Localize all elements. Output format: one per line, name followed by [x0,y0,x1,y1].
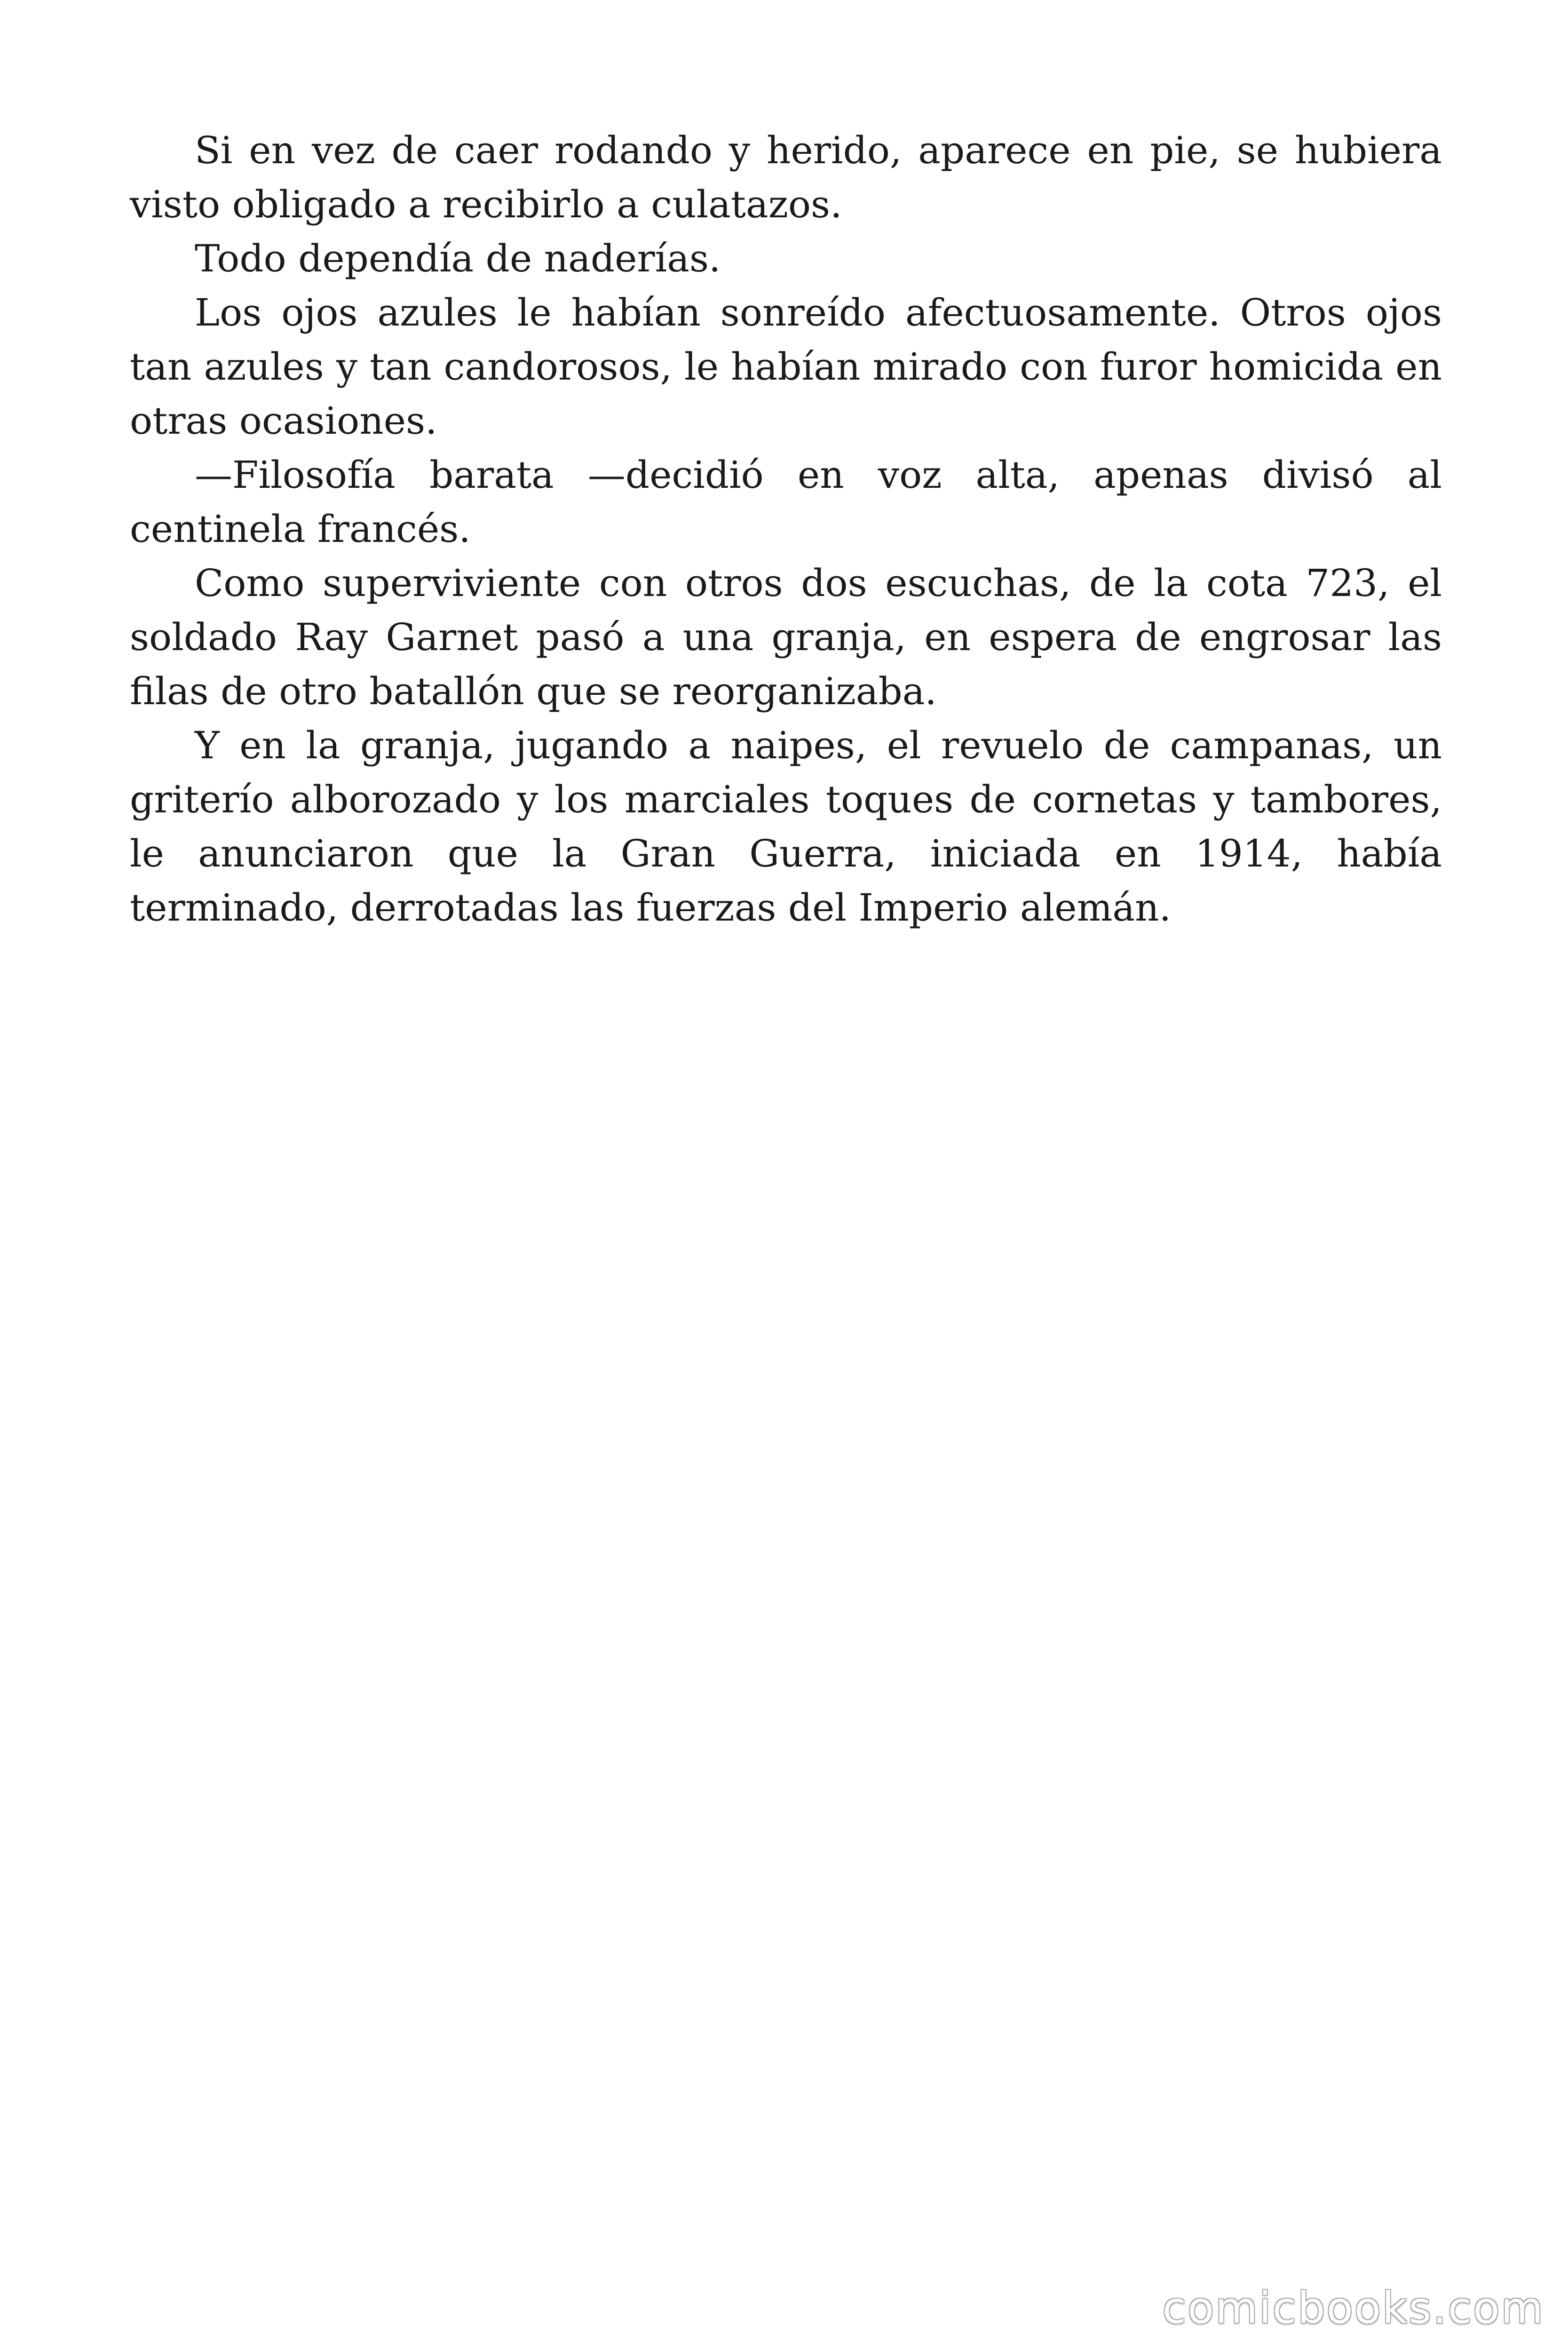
paragraph-3: Los ojos azules le habían sonreído afectuosamente. Otros ojos tan azules y tan candorosos, le habían mirado con furor homicida en otras ocasiones. [130,291,1442,443]
paragraph-6: Y en la granja, jugando a naipes, el revuelo de campanas, un griterío alborozado y los marciales toques de cornetas y tambores, le anunciaron que la Gran Guerra, iniciada en 1914, había terminado, derrotadas las fuerzas del Imperio alemán. [130,723,1442,930]
watermark: comicbooks.com [1162,2283,1544,2333]
body-text [130,123,1442,935]
paragraph-1: Si en vez de caer rodando y herido, aparece en pie, se hubiera visto obligado a recibirlo a culatazos. [130,128,1442,226]
paragraph-4: —Filosofía barata —decidió en voz alta, apenas divisó al centinela francés. [130,453,1442,551]
paragraph-2: Todo dependía de naderías. [195,237,721,280]
paragraph-5: Como superviviente con otros dos escuchas, de la cota 723, el soldado Ray Garnet pasó a una granja, en espera de engrosar las filas de otro batallón que se reorganizaba. [130,561,1442,713]
